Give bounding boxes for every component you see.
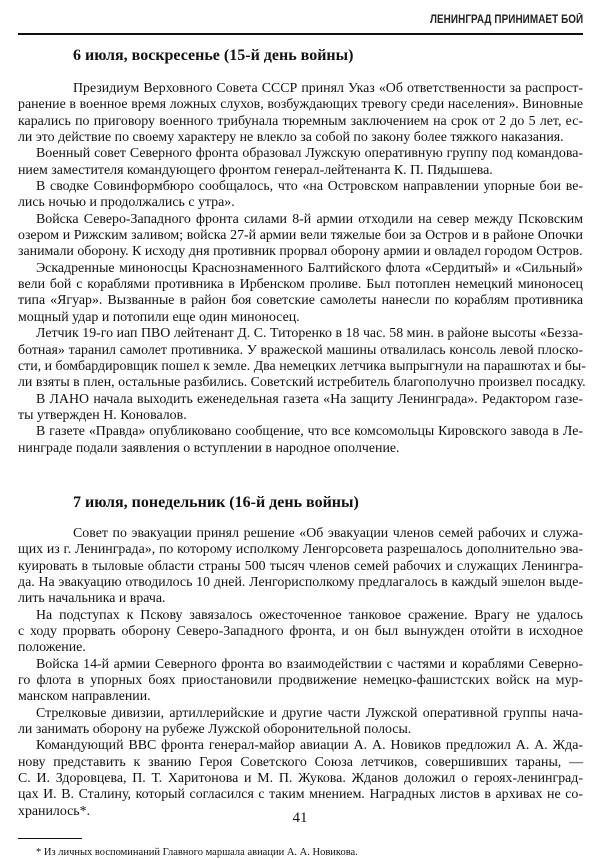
text-line: сти, и бомбардировщик пошел к земле. Два немецких летчика выпрыгнули на парашютах и бы- xyxy=(18,358,586,374)
text-line: манском направлении. xyxy=(18,689,151,705)
text-line: положение. xyxy=(18,640,86,656)
text-line: го флота в упорных боях приостановили продвижение немецко-фашистских войск на мур- xyxy=(18,673,583,688)
day-heading: 7 июля, понедельник (16-й день войны) xyxy=(73,493,359,511)
paragraph xyxy=(18,81,583,146)
text-line: занимали оборону. К исходу дня противник прорвал оборону армии и овладел городом Остров. xyxy=(18,244,583,260)
text-line: Военный совет Северного фронта образовал Лужскую оперативную группу под командова- xyxy=(36,146,583,162)
paragraph xyxy=(18,261,583,326)
text-line: карались по приговору военного трибунала тюремным заключением на срок от 2 до 5 лет, ес- xyxy=(18,113,583,129)
text-line: ранение в военное время ложных слухов, возбуждающих тревогу среди населения». Виновные xyxy=(18,97,583,113)
paragraph xyxy=(18,706,583,739)
page-number: 41 xyxy=(292,810,308,826)
paragraph xyxy=(18,146,583,179)
text-line: хранилось*. xyxy=(18,803,91,819)
text-line: Командующий ВВС фронта генерал-майор авиации А. А. Новиков предложил А. А. Жда- xyxy=(36,738,583,754)
text-line: Стрелковые дивизии, артиллерийские и другие части Лужской оперативной группы нача- xyxy=(36,705,583,721)
text-line: щих из г. Ленинграда», по которому исполкому Ленгорсовета разрешалось дополнительно эва- xyxy=(18,542,583,558)
text-line: типа «Ягуар». Вызванные в район боя советские самолеты нанесли по кораблям противника xyxy=(18,293,583,309)
text-line: Совет по эвакуации принял решение «Об эвакуации членов семей рабочих и служа- xyxy=(73,525,583,541)
footnote-rule xyxy=(18,838,82,839)
footnote: * Из личных воспоминаний Главного маршала авиации А. А. Новикова. xyxy=(36,847,358,858)
paragraph xyxy=(18,608,583,657)
text-line: Летчик 19-го иап ПВО лейтенант Д. С. Титоренко в 18 час. 58 мин. в районе высоты «Безза- xyxy=(36,326,583,342)
text-line: нием заместителя командующего фронтом генерал-лейтенанта К. П. Пядышева. xyxy=(18,162,493,178)
paragraph xyxy=(18,738,583,820)
text-line: Эскадренные миноносцы Краснознаменного Балтийского флота «Сердитый» и «Сильный» xyxy=(36,260,583,276)
paragraph xyxy=(18,657,583,706)
text-line: ли взяты в плен, остальные разбились. Советский истребитель благополучно произвел посадку. xyxy=(18,375,586,391)
text-line: вели бой с кораблями противника в Ирбенском проливе. Был потоплен немецкий миноносец xyxy=(18,277,583,293)
paragraph xyxy=(18,424,583,457)
running-head: ЛЕНИНГРАД ПРИНИМАЕТ БОЙ xyxy=(429,14,583,26)
text-line: мощный удар и потопили еще один миноносец. xyxy=(18,309,300,325)
text-line: С. И. Здоровцева, П. Т. Харитонова и М. П. Жукова. Жданов доложил о героях-ленинград- xyxy=(18,771,583,787)
text-line: На подступах к Пскову завязалось ожесточенное танковое сражение. Врагу не удалось xyxy=(36,607,583,623)
paragraph xyxy=(18,326,586,391)
text-line: с ходу прорвать оборону Северо-Западного фронта, и он был вынужден отойти в исходное xyxy=(18,623,583,639)
text-line: озером и Рижским заливом; войска 27-й армии вели тяжелые бои за Остров и в районе Опочки xyxy=(18,228,583,244)
text-line: Президиум Верховного Совета СССР принял Указ «Об ответственности за распрост- xyxy=(73,81,583,96)
text-line: ботная» таранил самолет противника. У вражеской машины отвалилась консоль левой плоско- xyxy=(18,342,583,358)
paragraph xyxy=(18,212,583,261)
text-line: нову представить к званию Героя Советского Союза летчиков, совершивших тараны, — xyxy=(18,754,583,770)
page-content xyxy=(18,44,586,858)
day-heading: 6 июля, воскресенье (15-й день войны) xyxy=(73,47,354,64)
text-line: В газете «Правда» опубликовано сообщение, что все комсомольцы Кировского завода в Ле- xyxy=(36,424,583,440)
text-line: лить начальника и врача. xyxy=(18,591,166,607)
day-section xyxy=(18,491,583,820)
text-line: В ЛАНО начала выходить еженедельная газета «На защиту Ленинграда». Редактором газе- xyxy=(36,391,583,407)
text-line: ли занимать оборону на рубеже Лужской оборонительной полосы. xyxy=(18,722,412,738)
day-section xyxy=(18,44,586,457)
paragraph xyxy=(18,392,583,425)
text-line: ты утвержден Н. Коновалов. xyxy=(18,407,187,423)
text-line: В сводке Совинформбюро сообщалось, что «на Островском направлении упорные бои ве- xyxy=(36,179,583,195)
text-line: да. На эвакуацию отводилось 10 дней. Ленгорисполкому предлагалось в каждый эшелон выде- xyxy=(18,574,583,590)
text-line: нинграде подали заявления о вступлении в народное ополчение. xyxy=(18,440,400,456)
text-line: Войска 14-й армии Северного фронта во взаимодействии с частями и кораблями Северно- xyxy=(36,656,583,672)
text-line: Войска Северо-Западного фронта силами 8-й армии отходили на север между Псковским xyxy=(36,211,583,227)
text-line: цах И. В. Сталину, который согласился с таким мнением. Наградных листов в архивах не со- xyxy=(18,787,583,803)
text-line: ли это действие по своему характеру не влекло за собой по закону более тяжкого наказания. xyxy=(18,130,564,146)
text-line: лись ночью и продолжались с утра». xyxy=(18,195,235,211)
paragraph xyxy=(18,179,583,212)
text-line: куировать в тыловые области страны 500 тысяч членов семей рабочих и служащих Ленингра- xyxy=(18,558,583,574)
header-rule xyxy=(18,33,583,35)
paragraph xyxy=(18,526,583,608)
